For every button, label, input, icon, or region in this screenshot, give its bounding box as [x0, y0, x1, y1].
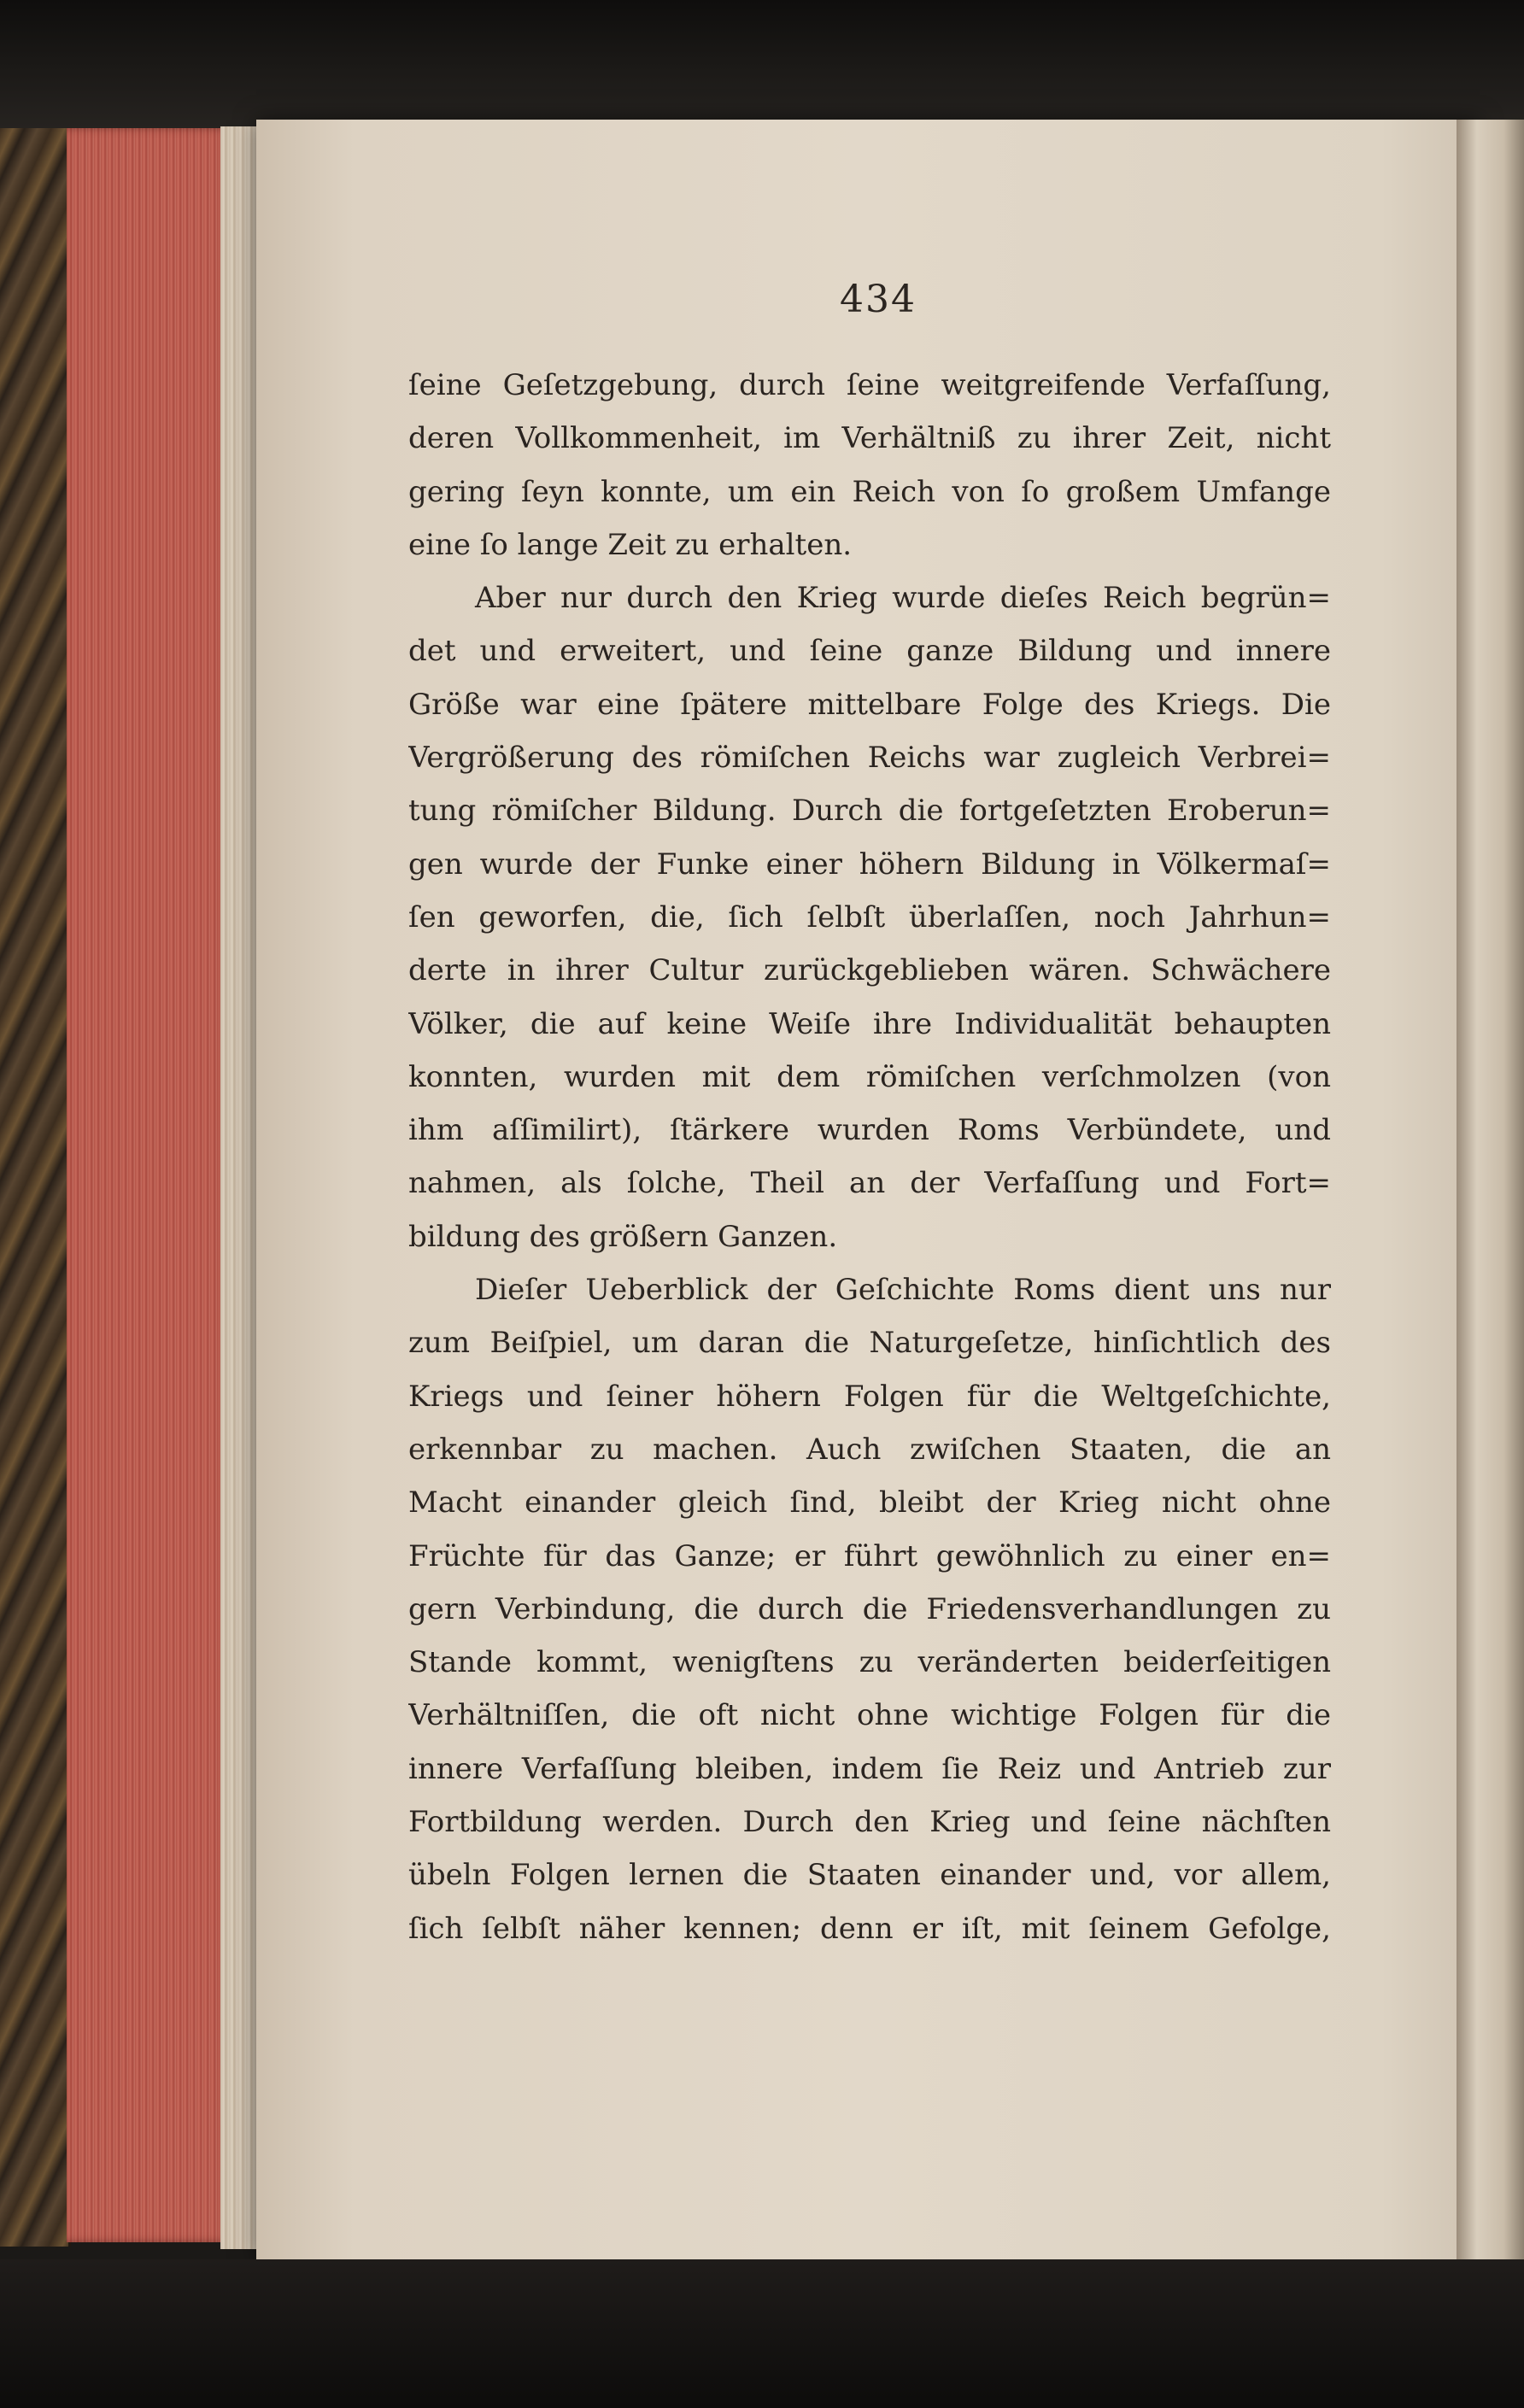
text-line: Stande kommt, wenigſtens zu veränderten beiderſeitigen	[408, 1645, 1331, 1680]
text-line: eine ſo lange Zeit zu erhalten.	[408, 527, 853, 562]
text-line: Völker, die auf keine Weiſe ihre Individualität behaupten	[408, 1006, 1331, 1041]
text-line: Größe war eine ſpätere mittelbare Folge des Kriegs. Die	[408, 687, 1331, 722]
text-line: zum Beiſpiel, um daran die Naturgeſetze, hinſichtlich des	[408, 1326, 1331, 1361]
text-line: übeln Folgen lernen die Staaten einander und, vor allem,	[408, 1858, 1331, 1893]
body-text	[408, 359, 1331, 1955]
text-line: Vergrößerung des römiſchen Reichs war zugleich Verbrei=	[408, 741, 1331, 776]
text-line: bildung des größern Ganzen.	[408, 1219, 838, 1254]
text-line: deren Vollkommenheit, im Verhältniß zu ihrer Zeit, nicht	[408, 421, 1331, 456]
marbled-cover	[0, 128, 71, 2247]
text-line: tung römiſcher Bildung. Durch die fortgeſetzten Eroberun=	[408, 794, 1331, 829]
text-line: Verhältniſſen, die oft nicht ohne wichtige Folgen für die	[408, 1698, 1331, 1733]
background-top	[0, 0, 1524, 128]
text-line: Früchte für das Ganze; er führt gewöhnlich zu einer en=	[408, 1538, 1331, 1573]
text-line: erkennbar zu machen. Auch zwiſchen Staaten, die an	[408, 1432, 1331, 1467]
page-number: 434	[840, 278, 917, 321]
text-line: Fortbildung werden. Durch den Krieg und ſeine nächſten	[408, 1805, 1331, 1840]
text-line: innere Verfaſſung bleiben, indem ſie Reiz und Antrieb zur	[408, 1751, 1331, 1786]
text-line: gen wurde der Funke einer höhern Bildung in Völkermaſ=	[408, 847, 1331, 882]
text-line: ihm aſſimilirt), ſtärkere wurden Roms Verbündete, und	[408, 1113, 1331, 1148]
text-line: ſich ſelbſt näher kennen; denn er iſt, mit ſeinem Gefolge,	[408, 1911, 1331, 1946]
text-line: Aber nur durch den Krieg wurde dieſes Reich begrün=	[475, 581, 1331, 616]
text-line: konnten, wurden mit dem römiſchen verſchmolzen (von	[408, 1059, 1331, 1094]
text-line: derte in ihrer Cultur zurückgeblieben wären. Schwächere	[408, 953, 1331, 988]
text-line: Macht einander gleich ſind, bleibt der Krieg nicht ohne	[408, 1485, 1331, 1520]
next-page-strip	[1457, 120, 1524, 2259]
text-line: ſeine Geſetzgebung, durch ſeine weitgreifende Verfaſſung,	[408, 368, 1331, 402]
text-line: ſen geworfen, die, ſich ſelbſt überlaſſen, noch Jahrhun=	[408, 899, 1331, 934]
background-bottom	[0, 2259, 1524, 2408]
red-page-edges	[67, 128, 229, 2242]
text-line: gern Verbindung, die durch die Friedensverhandlungen zu	[408, 1591, 1331, 1626]
text-line: gering ſeyn konnte, um ein Reich von ſo großem Umfange	[408, 474, 1331, 509]
text-line: det und erweitert, und ſeine ganze Bildung und innere	[408, 634, 1331, 669]
text-line: Kriegs und ſeiner höhern Folgen für die Weltgeſchichte,	[408, 1379, 1331, 1414]
text-line: nahmen, als ſolche, Theil an der Verfaſſung und Fort=	[408, 1166, 1331, 1201]
text-line: Dieſer Ueberblick der Geſchichte Roms dient uns nur	[475, 1273, 1331, 1308]
